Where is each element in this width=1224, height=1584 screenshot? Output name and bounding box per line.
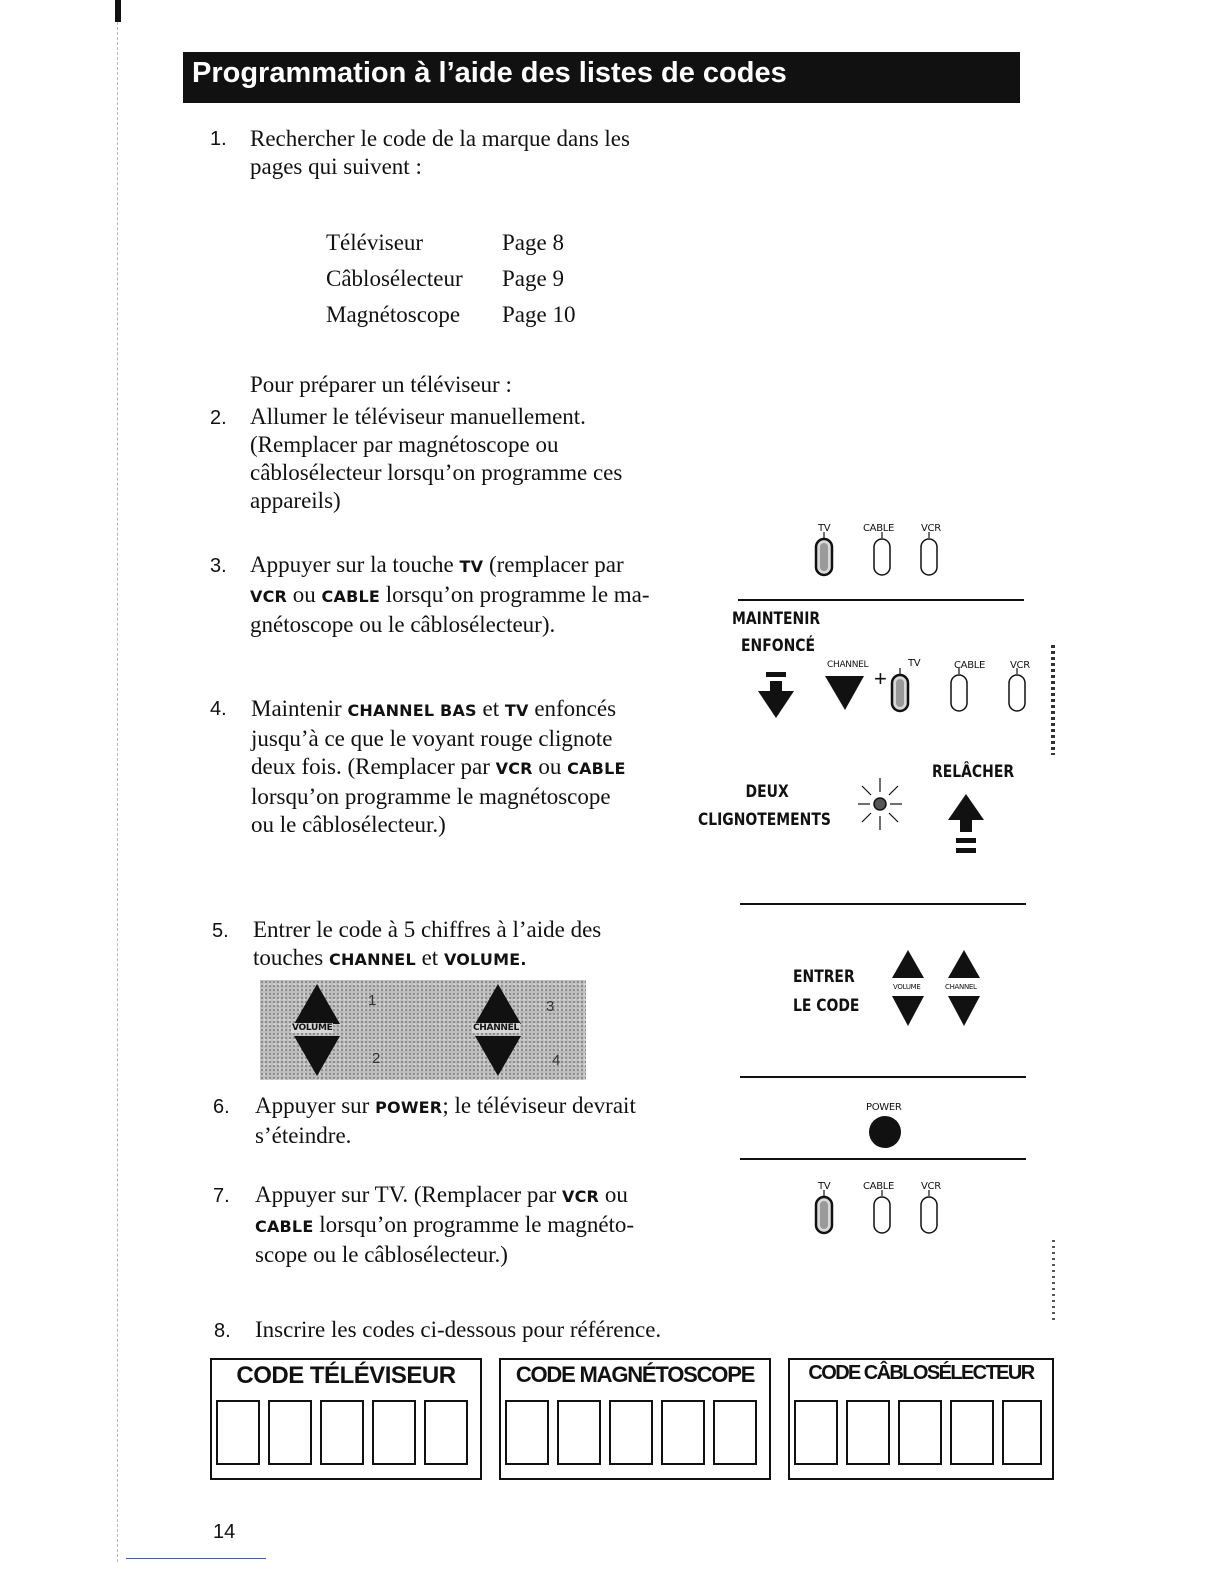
vcr-button-icon [921, 1197, 937, 1233]
divider [740, 903, 1026, 905]
mode-label-tv: TV [908, 658, 921, 669]
divider [740, 1158, 1026, 1160]
code-digit-cell[interactable] [424, 1400, 468, 1465]
mode-buttons-diagram [812, 532, 952, 578]
page-number: 14 [213, 1521, 236, 1543]
mode-label-vcr: VCR [921, 523, 941, 534]
photo-key-1: 1 [368, 992, 377, 1009]
release-label: RELÂCHER [932, 762, 1015, 782]
mode-label-cable: CABLE [863, 523, 895, 534]
vcr-button-icon [921, 539, 937, 575]
code-digit-cell[interactable] [320, 1400, 364, 1465]
cable-button-icon [951, 675, 967, 711]
channel-label: CHANNEL [945, 983, 977, 991]
code-digit-cell[interactable] [661, 1400, 705, 1465]
mode-label-vcr: VCR [1010, 660, 1030, 671]
two-blinks-label: DEUX CLIGNOTEMENTS [698, 782, 831, 830]
step-5-text: Entrer le code à 5 chiffres à l’aide des touches CHANNEL et VOLUME. [253, 917, 602, 970]
photo-channel-label: CHANNEL [473, 1023, 519, 1033]
plus-sign: + [874, 666, 887, 691]
code-list-row: Téléviseur Page 8 [326, 230, 564, 255]
photo-key-2: 2 [372, 1050, 381, 1067]
step-3-text: Appuyer sur la touche TV (remplacer par VCR ou CABLE lorsqu’on programme le ma- gnétoscope ou le câblosélecteur). [250, 552, 650, 637]
margin-line [117, 22, 119, 1562]
code-list-row: Câblosélecteur Page 9 [326, 266, 564, 291]
step-6-number: 6. [213, 1096, 230, 1118]
code-list-row: Magnétoscope Page 10 [326, 302, 576, 327]
prepare-tv-text: Pour préparer un téléviseur : [250, 372, 512, 397]
step-8-number: 8. [214, 1320, 231, 1342]
photo-key-3: 3 [546, 998, 555, 1015]
code-digit-cell[interactable] [557, 1400, 601, 1465]
divider [738, 599, 1024, 601]
step-1-text: Rechercher le code de la marque dans les pages qui suivent : [250, 126, 630, 179]
code-box-tv [210, 1358, 482, 1480]
photo-key-4: 4 [552, 1052, 561, 1069]
page-title: Programmation à l’aide des listes de codes [192, 57, 787, 89]
scan-edge-mark [1051, 645, 1055, 755]
code-digit-cell[interactable] [372, 1400, 416, 1465]
mode-buttons-diagram [812, 1190, 952, 1236]
vcr-button-icon [1009, 675, 1025, 711]
volume-label: VOLUME [893, 983, 921, 991]
code-box-title: CODE TÉLÉVISEUR [236, 1362, 456, 1389]
step-2-number: 2. [210, 407, 227, 429]
power-button-icon [867, 1114, 903, 1150]
press-arrow-icon [766, 672, 786, 677]
channel-down-icon [825, 676, 864, 710]
step-5-number: 5. [212, 920, 229, 942]
code-digit-cell[interactable] [1002, 1400, 1042, 1465]
mode-label-tv: TV [818, 523, 831, 534]
power-label: POWER [866, 1102, 902, 1113]
mode-label-cable: CABLE [863, 1181, 895, 1192]
divider [740, 1076, 1026, 1078]
photo-volume-label: VOLUME [292, 1023, 333, 1033]
code-digit-cell[interactable] [713, 1400, 757, 1465]
code-digit-cell[interactable] [268, 1400, 312, 1465]
code-digit-cell[interactable] [898, 1400, 942, 1465]
cable-button-icon [874, 539, 890, 575]
code-box-cable [788, 1358, 1054, 1480]
code-digit-cell[interactable] [609, 1400, 653, 1465]
mode-label-vcr: VCR [921, 1181, 941, 1192]
cable-button-icon [874, 1197, 890, 1233]
hold-diagram [750, 668, 1050, 728]
mode-label-cable: CABLE [954, 660, 986, 671]
code-digit-cell[interactable] [216, 1400, 260, 1465]
scan-edge-mark [1052, 1240, 1055, 1320]
step-6-text: Appuyer sur POWER; le téléviseur devrait s’éteindre. [255, 1093, 636, 1148]
step-7-text: Appuyer sur TV. (Remplacer par VCR ou CABLE lorsqu’on programme le magnéto- scope ou le câblosélecteur.) [255, 1182, 635, 1267]
mode-label-tv: TV [818, 1181, 831, 1192]
section-header [183, 52, 1020, 103]
code-digit-cell[interactable] [950, 1400, 994, 1465]
step-8-text: Inscrire les codes ci-dessous pour référence. [255, 1317, 662, 1342]
step-3-number: 3. [210, 555, 227, 577]
margin-bar [115, 0, 121, 22]
step-2-text: Allumer le téléviseur manuellement. (Remplacer par magnétoscope ou câblosélecteur lorsqu’on programme ces appareils) [250, 404, 623, 513]
code-box-title: CODE MAGNÉTOSCOPE [515, 1362, 755, 1387]
keypad-photo [260, 980, 586, 1080]
code-list-table [326, 229, 575, 337]
step-1-number: 1. [210, 128, 227, 150]
hold-label: MAINTENIR ENFONCÉ [732, 609, 821, 656]
release-arrow-icon [944, 792, 988, 864]
code-digit-cell[interactable] [505, 1400, 549, 1465]
blink-led-icon [850, 774, 910, 834]
channel-label: CHANNEL [827, 660, 869, 670]
code-digit-cell[interactable] [794, 1400, 838, 1465]
footer-rule [126, 1558, 266, 1559]
code-digit-cell[interactable] [846, 1400, 890, 1465]
step-7-number: 7. [213, 1185, 230, 1207]
code-box-title: CODE CÂBLOSÉLECTEUR [808, 1362, 1034, 1384]
step-4-number: 4. [210, 698, 227, 720]
code-box-vcr [499, 1358, 771, 1480]
step-4-text: Maintenir CHANNEL BAS et TV enfoncés jusqu’à ce que le voyant rouge clignote deux fois. (Remplacer par VCR ou CABLE lorsqu’on programme le magnétoscope ou le câblosélecteur.) [251, 696, 626, 837]
enter-code-label: ENTRER LE CODE [793, 967, 860, 1016]
